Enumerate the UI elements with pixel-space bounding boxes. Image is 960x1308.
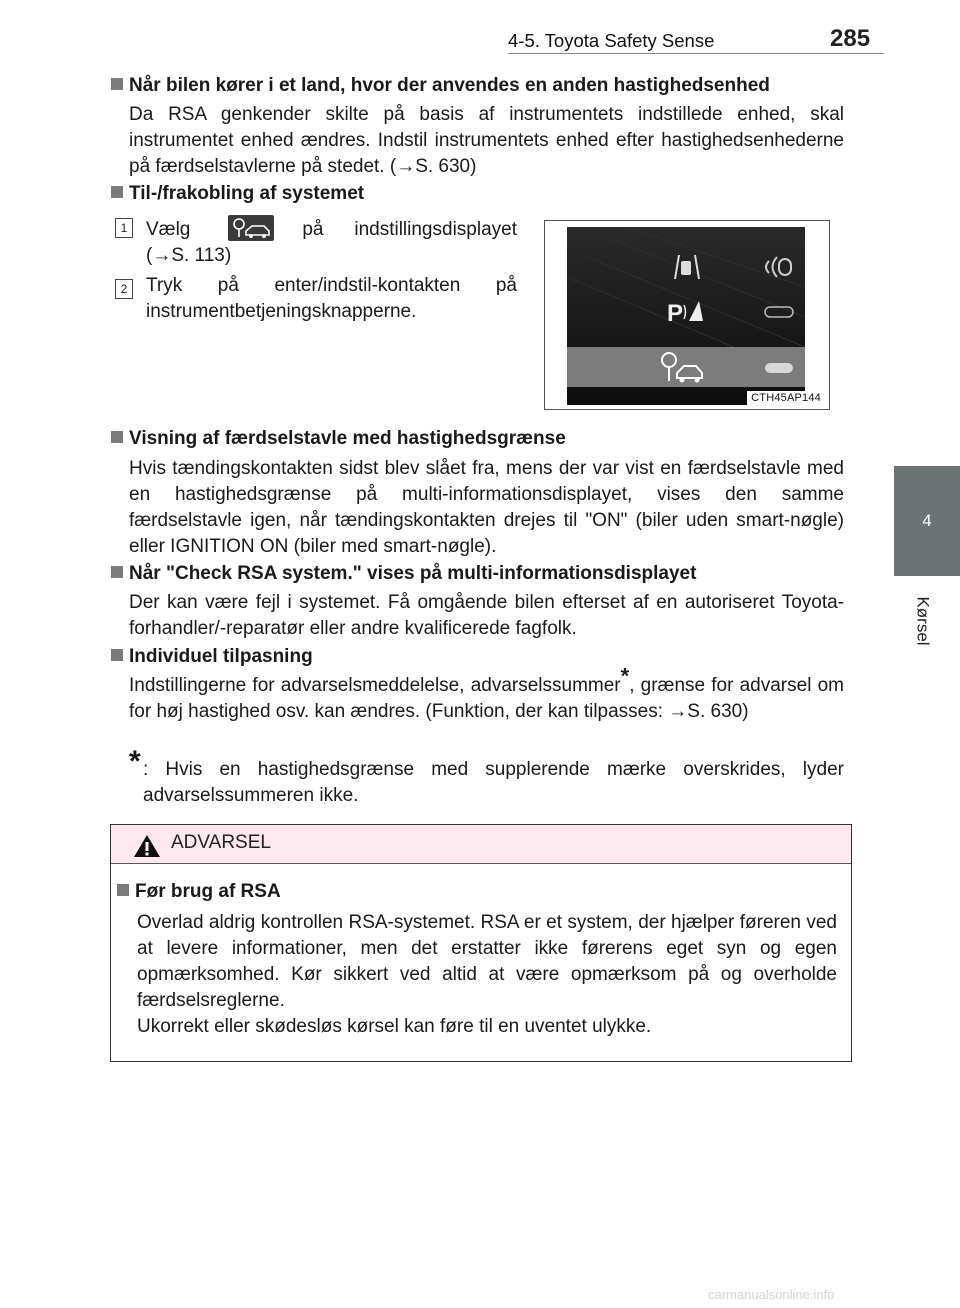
chapter-label <box>903 576 943 666</box>
svg-text:P: P <box>667 300 684 327</box>
custom-text-2: , grænse for advarsel om for høj hastighed osv. kan ændres. (Funktion, der kan tilpasses: →S. 630) <box>129 675 844 722</box>
display-illustration <box>567 227 805 405</box>
warning-label: ADVARSEL <box>171 832 271 853</box>
chapter-number: 4 <box>922 511 932 530</box>
step-text-after: på indstillingsdisplayet (→S. 113) <box>146 219 517 266</box>
instrument-display-figure <box>544 220 830 410</box>
warning-paragraph-1 <box>137 910 837 1014</box>
warning-paragraph-2 <box>137 1014 837 1040</box>
section-heading-sign-display <box>111 426 566 452</box>
bullet-square-icon <box>111 186 123 198</box>
rsa-settings-icon <box>228 215 274 241</box>
warning-box <box>110 824 852 1062</box>
watermark: carmanualsonline.info <box>708 1287 835 1302</box>
footnote-text: : Hvis en hastighedsgrænse med supplerende mærke overskrides, lyder advarselssummeren ikke. <box>143 759 844 806</box>
heading-text: Individuel tilpasning <box>129 646 313 667</box>
section-heading-other-country <box>111 73 770 99</box>
section-body-other-country <box>129 102 844 180</box>
warning-heading <box>117 881 281 903</box>
custom-text-1: Indstillingerne for advarselsmeddelelse, advarselssummer <box>129 675 621 696</box>
step-badge-1: 1 <box>115 218 133 238</box>
warning-heading-text: Før brug af RSA <box>135 881 281 902</box>
heading-text: Visning af færdselstavle med hastighedsgrænse <box>129 428 566 449</box>
bullet-square-icon <box>117 884 129 896</box>
footnote-ref: * <box>620 663 630 689</box>
bullet-square-icon <box>111 649 123 661</box>
step-badge-2: 2 <box>115 279 133 299</box>
paragraph: Der kan være fejl i systemet. Få omgående bilen efterset af en autoriseret Toyota-forhandler/-reparatør eller andre kvalificerede fagfolk. <box>129 592 844 639</box>
bullet-square-icon <box>111 78 123 90</box>
step-text-2: Tryk på enter/indstil-kontakten på instrumentbetjeningsknapperne. <box>146 275 517 322</box>
warning-header <box>111 825 851 864</box>
section-body-check-rsa <box>129 590 844 642</box>
heading-text: Til-/frakobling af systemet <box>129 183 365 204</box>
section-body-custom <box>129 663 844 725</box>
toggle-on-icon <box>765 363 793 373</box>
step-text-before: Vælg <box>146 219 191 240</box>
bullet-square-icon <box>111 566 123 578</box>
chapter-label-text: Kørsel <box>914 596 933 646</box>
display-screen <box>567 227 805 405</box>
heading-text: Når bilen kører i et land, hvor der anvendes en anden hastighedsenhed <box>129 75 770 96</box>
paragraph <box>129 663 844 725</box>
page-number: 285 <box>830 25 871 52</box>
section-heading-check-rsa <box>111 561 696 587</box>
step-text-1 <box>146 215 517 269</box>
header-section-title: 4-5. Toyota Safety Sense <box>508 30 715 51</box>
paragraph: Overlad aldrig kontrollen RSA-systemet. RSA er et system, der hjælper føreren ved at levere informationer, men det erstatter ikke førerens eget syn og egen opmærksomhed. Kør sikkert ved altid at være opmærksom på og overholde færdselsreglerne. <box>137 912 837 1011</box>
chapter-tab <box>894 466 960 576</box>
footnote-marker: * <box>129 745 141 778</box>
section-heading-toggle <box>111 181 364 207</box>
paragraph: Da RSA genkender skilte på basis af instrumentets indstillede enhed, skal instrumentet enhed ændres. Indstil instrumentets enhed efter hastighedsenhederne på færdselstavlerne på stedet. (→S. 630) <box>129 104 844 177</box>
heading-text: Når "Check RSA system." vises på multi-informationsdisplayet <box>129 563 697 584</box>
figure-code: CTH45AP144 <box>747 391 825 405</box>
header-rule <box>508 53 884 54</box>
warning-triangle-icon <box>133 834 161 863</box>
bullet-square-icon <box>111 431 123 443</box>
section-body-sign-display <box>129 456 844 560</box>
paragraph: Ukorrekt eller skødesløs kørsel kan føre til en uventet ulykke. <box>137 1016 652 1037</box>
section-heading-custom <box>111 644 313 670</box>
paragraph: Hvis tændingskontakten sidst blev slået fra, mens der var vist en færdselstavle med en hastighedsgrænse på multi-informationsdisplayet, vises den samme færdselstavle igen, når tændingskontakten drejes til "ON" (biler uden smart-nøgle) eller IGNITION ON (biler med smart-nøgle). <box>129 458 844 557</box>
